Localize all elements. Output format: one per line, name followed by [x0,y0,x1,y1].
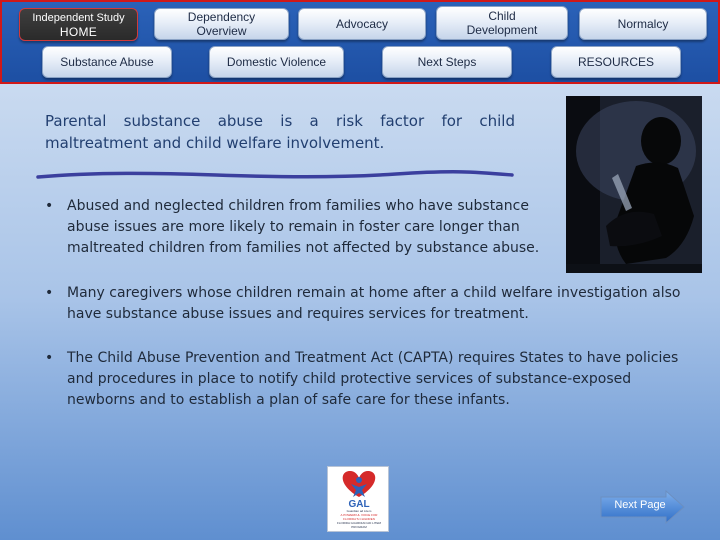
silhouette-illustration [566,96,702,273]
bullet-item-2 [45,283,685,325]
substance-abuse-label: Substance Abuse [60,55,154,69]
next-steps-button[interactable] [382,46,512,78]
child-development-line2: Development [466,23,538,37]
gal-logo [327,466,389,532]
dependency-overview-button[interactable] [154,8,289,40]
advocacy-label: Advocacy [335,17,389,31]
substance-abuse-button[interactable] [42,46,172,78]
home-button[interactable] [19,8,138,41]
gal-logo-wordmark: GAL [348,499,370,510]
bullet-marker: • [45,285,54,301]
bullet-text-1: Abused and neglected children from families who have substance abuse issues are more likely to remain in foster care longer than maltreated children from families not affected by substance abuse. [67,198,540,256]
child-development-button[interactable] [436,6,568,40]
gal-logo-tagline-2: A POWERFUL VOICE FOR [340,513,378,517]
gal-logo-tagline-1: Guardian ad Litem [346,509,372,513]
normalcy-button[interactable] [579,8,707,40]
bullet-marker: • [45,198,54,214]
advocacy-button[interactable] [298,8,426,40]
resources-button[interactable] [551,46,681,78]
gal-logo-tagline-4: FLORIDA GUARDIAN AD LITEM [336,521,382,525]
home-button-subtitle: Independent Study [32,11,125,24]
bullet-item-1 [45,196,545,259]
next-page-label: Next Page [614,499,666,511]
dependency-overview-line2: Overview [196,24,247,38]
domestic-violence-button[interactable] [209,46,344,78]
domestic-violence-label: Domestic Violence [226,55,327,69]
dependency-overview-line1: Dependency [187,10,256,24]
resources-label: RESOURCES [577,55,654,69]
next-steps-label: Next Steps [417,55,477,69]
bullet-item-3 [45,348,685,411]
next-page-button[interactable] [600,490,686,524]
silhouette-photo [566,96,702,273]
bullet-marker: • [45,350,54,366]
title-divider [36,168,514,182]
gal-logo-graphic [328,467,390,533]
page-title: Parental substance abuse is a risk factor for child maltreatment and child welfare involvement. [45,112,515,152]
gal-logo-tagline-5: PROGRAM [351,525,367,529]
home-button-label: HOME [59,24,98,39]
child-development-line1: Child [488,9,516,23]
bullet-text-2: Many caregivers whose children remain at home after a child welfare investigation also have substance abuse issues and requires services for treatment. [67,285,681,322]
gal-logo-tagline-3: FLORIDA'S CHILDREN [343,517,375,521]
bullet-text-3: The Child Abuse Prevention and Treatment Act (CAPTA) requires States to have policies and procedures in place to notify child protective services of substance-exposed newborns and to establish a plan of safe care for these infants. [67,350,679,408]
top-navigation-bar [0,0,720,84]
normalcy-label: Normalcy [617,17,669,31]
